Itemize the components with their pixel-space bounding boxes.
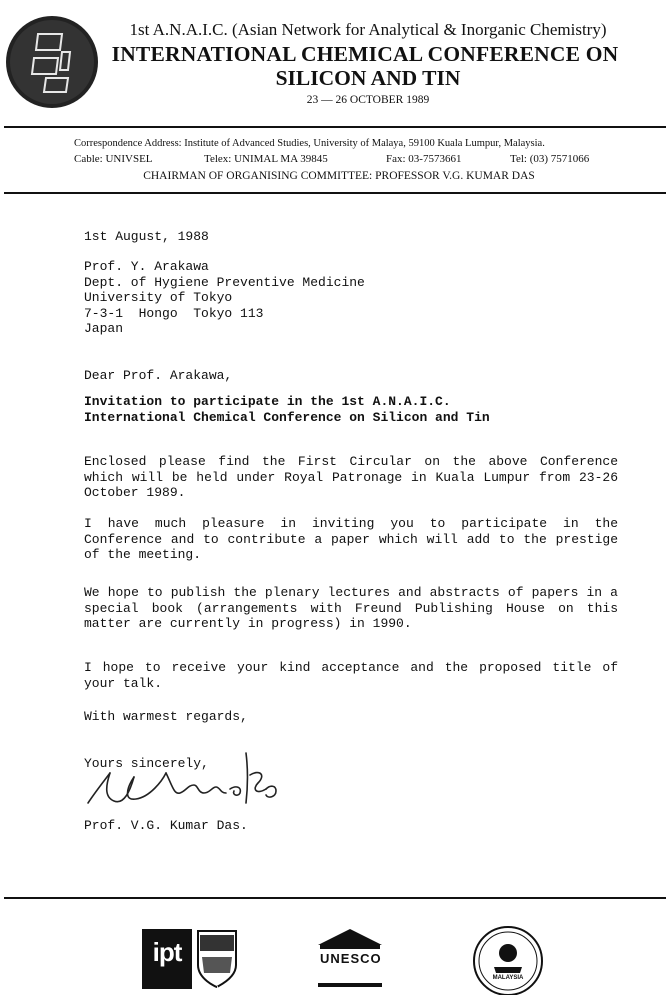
conference-dates: 23 — 26 OCTOBER 1989: [306, 94, 430, 106]
network-title: 1st A.N.A.I.C. (Asian Network for Analytical & Inorganic Chemistry): [129, 20, 607, 39]
conference-logo: [4, 14, 100, 110]
correspondence-address: Correspondence Address: Institute of Advanced Studies, University of Malaya, 59100 Kuala Lumpur, Malaysia.: [74, 138, 545, 149]
paragraph-4: I hope to receive your kind acceptance and the proposed title of your talk.: [84, 660, 618, 691]
paragraph-3: We hope to publish the plenary lectures and abstracts of papers in a special book (arrangements with Freund Publishing House on this matter are currently in progress) in 1990.: [84, 585, 618, 631]
address-line: Prof. Y. Arakawa: [84, 259, 209, 274]
address-line: 7-3-1 Hongo Tokyo 113: [84, 305, 264, 321]
header-divider-bottom: [4, 192, 666, 194]
chairman-line: CHAIRMAN OF ORGANISING COMMITTEE: PROFESSOR V.G. KUMAR DAS: [143, 170, 535, 182]
closing: Yours sincerely,: [84, 756, 209, 771]
subject-line-1: Invitation to participate in the 1st A.N.A.I.C.: [84, 394, 451, 409]
sponsor-logos: [0, 915, 670, 995]
handwritten-signature: [70, 745, 300, 820]
telex-info: Telex: UNIMAL MA 39845: [204, 153, 328, 165]
paragraph-1: Enclosed please find the First Circular on the above Conference which will be held under Royal Patronage in Kuala Lumpur from 23-26 October 1989.: [84, 454, 618, 500]
address-line: University of Tokyo: [84, 290, 233, 305]
regards: With warmest regards,: [84, 709, 248, 724]
subject-line-2: International Chemical Conference on Silicon and Tin: [84, 410, 490, 425]
footer-divider: [4, 897, 666, 899]
paragraph-2: I have much pleasure in inviting you to participate in the Conference and to contribute a paper which will add to the prestige of the meeting.: [84, 516, 618, 562]
signatory-name: Prof. V.G. Kumar Das.: [84, 818, 248, 833]
address-line: Dept. of Hygiene Preventive Medicine: [84, 274, 365, 290]
unesco-logo-text: UNESCO: [320, 951, 382, 966]
contact-row: [74, 153, 604, 167]
conference-title-line2: SILICON AND TIN: [275, 66, 461, 90]
institute-logo-text: MALAYSIA: [492, 975, 524, 981]
ipt-logo-text: ipt: [152, 937, 182, 967]
salutation: Dear Prof. Arakawa,: [84, 368, 233, 383]
cable-info: Cable: UNIVSEL: [74, 153, 153, 165]
header-divider-top: [4, 126, 666, 128]
conference-title-line1: INTERNATIONAL CHEMICAL CONFERENCE ON: [111, 42, 619, 66]
tel-info: Tel: (03) 7571066: [510, 153, 590, 165]
address-line: Japan: [84, 321, 124, 336]
recipient-address: [84, 259, 365, 337]
fax-info: Fax: 03-7573661: [386, 153, 462, 165]
letter-date: 1st August, 1988: [84, 229, 209, 244]
